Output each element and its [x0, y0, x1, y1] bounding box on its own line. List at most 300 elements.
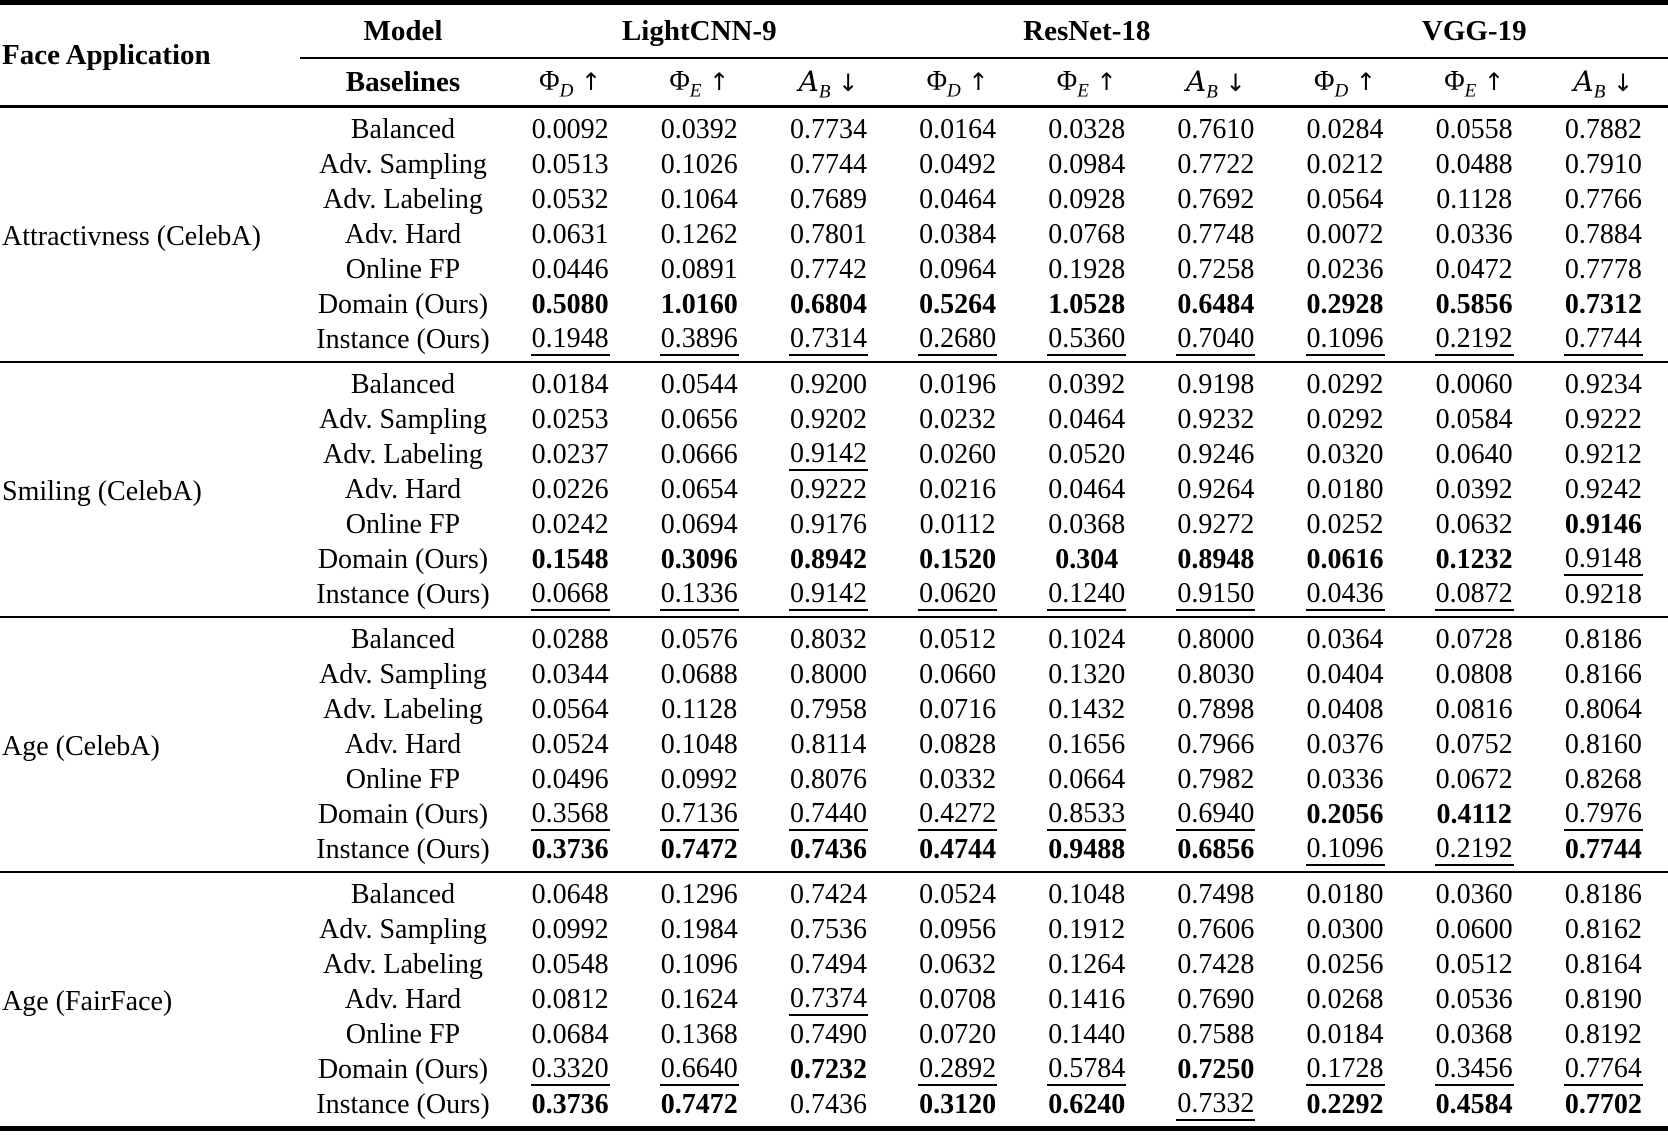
metric-value: 0.0384	[919, 218, 997, 250]
metric-value: 0.0260	[919, 438, 997, 470]
metric-value: 0.0768	[1048, 218, 1126, 250]
metric-value-cell	[764, 402, 893, 437]
metric-value-cell	[1410, 217, 1539, 252]
phi-symbol: Φ	[1444, 66, 1465, 97]
metric-value-cell	[635, 692, 764, 727]
metric-value-cell	[635, 1087, 764, 1129]
phi-symbol: Φ	[926, 66, 948, 97]
metric-value: 0.7690	[1177, 983, 1255, 1015]
down-arrow-icon: ↓	[830, 69, 859, 97]
metric-value: 0.7898	[1177, 693, 1255, 725]
metric-value-cell	[893, 982, 1022, 1017]
metric-value-cell	[1280, 832, 1409, 872]
metric-value: 0.7498	[1177, 878, 1255, 910]
metric-value: 0.7494	[789, 948, 867, 980]
phi-symbol: Φ	[539, 66, 560, 97]
metric-value: 0.1048	[1048, 878, 1126, 910]
metric-value-cell	[764, 1087, 893, 1129]
metric-value-cell	[1022, 657, 1151, 692]
metric-value: 0.0576	[660, 623, 738, 655]
metric-value-cell	[764, 947, 893, 982]
metric-value-cell	[1151, 727, 1280, 762]
baseline-cell: Adv. Labeling	[323, 948, 483, 980]
metric-value-cell	[1022, 362, 1151, 402]
metric-value: 0.0436	[1306, 579, 1385, 611]
metric-value: 0.0237	[531, 438, 609, 470]
metric-value: 0.0392	[1435, 473, 1513, 505]
metric-value-cell	[1022, 287, 1151, 322]
metric-value: 0.2056	[1306, 798, 1384, 830]
metric-value: 0.9146	[1564, 508, 1642, 540]
metric-value-cell	[506, 657, 635, 692]
metric-value-cell	[506, 832, 635, 872]
metric-value: 0.7748	[1177, 218, 1255, 250]
metric-value-cell	[764, 872, 893, 912]
metric-header-phi-e	[1410, 58, 1539, 107]
metric-subscript: B	[1206, 81, 1218, 103]
metric-value-cell	[1539, 832, 1668, 872]
metric-value-cell	[1280, 437, 1409, 472]
metric-value-cell	[1022, 437, 1151, 472]
baselines-header: Baselines	[300, 58, 505, 107]
metric-value: 0.0253	[531, 403, 609, 435]
metric-value: 0.1096	[1306, 834, 1385, 866]
metric-value-cell	[635, 832, 764, 872]
metric-value: 0.6240	[1048, 1088, 1126, 1120]
metric-value: 0.7734	[789, 113, 867, 145]
metric-value-cell	[764, 692, 893, 727]
metric-value: 0.0492	[919, 148, 997, 180]
metric-value: 0.0184	[531, 368, 609, 400]
section-age-fairface	[0, 872, 1668, 1129]
metric-value-cell	[764, 362, 893, 402]
metric-value: 0.1984	[660, 913, 738, 945]
metric-value-cell	[1410, 542, 1539, 577]
metric-value: 0.2892	[918, 1054, 997, 1086]
metric-value: 0.7374	[789, 984, 868, 1016]
metric-value: 0.1232	[1435, 543, 1513, 575]
metric-value: 0.9272	[1177, 508, 1255, 540]
baseline-cell: Online FP	[345, 763, 461, 795]
metric-value: 0.0496	[531, 763, 609, 795]
metric-value: 0.0072	[1306, 218, 1384, 250]
metric-value: 0.1320	[1048, 658, 1126, 690]
metric-value: 0.9212	[1564, 438, 1642, 470]
metric-value: 0.0616	[1306, 543, 1384, 575]
metric-value-cell	[1022, 472, 1151, 507]
metric-value: 0.9202	[789, 403, 867, 435]
metric-value-cell	[1410, 472, 1539, 507]
metric-value: 0.0648	[531, 878, 609, 910]
metric-subscript: D	[1334, 80, 1349, 102]
metric-value-cell	[635, 727, 764, 762]
metric-value: 0.7744	[789, 148, 867, 180]
metric-value: 0.1026	[660, 148, 738, 180]
metric-subscript: E	[1464, 80, 1477, 102]
metric-value: 0.7884	[1564, 218, 1642, 250]
metric-value-cell	[764, 1017, 893, 1052]
metric-value: 0.9142	[789, 439, 868, 471]
metric-value-cell	[1410, 1017, 1539, 1052]
metric-value: 0.9488	[1048, 833, 1126, 865]
phi-symbol: Φ	[1056, 66, 1078, 97]
metric-value: 0.7588	[1177, 1018, 1255, 1050]
metric-value: 0.0252	[1306, 508, 1384, 540]
metric-value-cell	[506, 797, 635, 832]
metric-value: 0.7312	[1564, 288, 1642, 320]
metric-value: 0.7436	[789, 833, 867, 865]
metric-value: 0.3568	[531, 799, 610, 831]
metric-value: 0.1624	[660, 983, 738, 1015]
metric-value: 0.0336	[1435, 218, 1513, 250]
metric-value: 0.7332	[1176, 1089, 1255, 1121]
metric-value: 0.9222	[789, 473, 867, 505]
metric-value-cell	[506, 107, 635, 148]
metric-value-cell	[635, 577, 764, 617]
metric-value-cell	[1151, 657, 1280, 692]
metric-value: 0.0688	[660, 658, 738, 690]
down-arrow-icon: ↓	[1605, 69, 1634, 97]
metric-value-cell	[1539, 577, 1668, 617]
metric-value: 0.0520	[1048, 438, 1126, 470]
metric-value: 0.0584	[1435, 403, 1513, 435]
metric-value: 0.0236	[1306, 253, 1384, 285]
metric-value: 0.7472	[660, 1088, 738, 1120]
metric-value: 0.7742	[789, 253, 867, 285]
metric-value-cell	[764, 577, 893, 617]
metric-value: 0.4744	[919, 833, 997, 865]
metric-value-cell	[506, 982, 635, 1017]
model-group-vgg19: VGG-19	[1280, 3, 1668, 59]
metric-value-cell	[635, 217, 764, 252]
metric-value: 0.2928	[1306, 288, 1384, 320]
metric-value: 0.0666	[660, 438, 738, 470]
baseline-cell: Adv. Sampling	[319, 148, 487, 180]
metric-value: 0.5360	[1047, 324, 1126, 356]
metric-value-cell	[1151, 762, 1280, 797]
metric-value-cell	[635, 437, 764, 472]
metric-value-cell	[893, 727, 1022, 762]
baseline-cell: Adv. Labeling	[323, 693, 483, 725]
metric-value: 0.9150	[1176, 579, 1255, 611]
metric-value-cell	[764, 762, 893, 797]
baseline-cell: Instance (Ours)	[316, 323, 490, 355]
metric-value: 0.0446	[531, 253, 609, 285]
metric-value-cell	[1539, 692, 1668, 727]
table-row	[0, 362, 1668, 402]
face-application-cell: Age (CelebA)	[0, 617, 300, 872]
metric-value-cell	[1539, 507, 1668, 542]
metric-value-cell	[1022, 692, 1151, 727]
metric-value-cell	[506, 912, 635, 947]
metric-value-cell	[1151, 147, 1280, 182]
metric-value-cell	[635, 147, 764, 182]
metric-value-cell	[893, 182, 1022, 217]
metric-value: 0.7424	[789, 878, 867, 910]
metric-value-cell	[635, 322, 764, 362]
metric-value-cell	[893, 692, 1022, 727]
baseline-cell: Online FP	[345, 253, 461, 285]
metric-value: 0.0752	[1435, 728, 1513, 760]
metric-value-cell	[764, 727, 893, 762]
metric-value: 0.1048	[660, 728, 738, 760]
table-row	[0, 872, 1668, 912]
metric-value: 0.0320	[1306, 438, 1384, 470]
metric-value: 0.8000	[789, 658, 867, 690]
metric-value: 0.4584	[1435, 1088, 1513, 1120]
metric-value-cell	[506, 147, 635, 182]
metric-value-cell	[764, 287, 893, 322]
metric-value-cell	[1280, 252, 1409, 287]
metric-value: 0.0332	[919, 763, 997, 795]
metric-value: 0.8114	[790, 728, 867, 760]
metric-value: 0.0092	[531, 113, 609, 145]
metric-value: 0.0620	[918, 579, 997, 611]
metric-value-cell	[1022, 797, 1151, 832]
metric-value-cell	[1280, 542, 1409, 577]
metric-value-cell	[1410, 107, 1539, 148]
metric-value: 0.0694	[660, 508, 738, 540]
metric-value: 0.0564	[531, 693, 609, 725]
metric-value-cell	[1280, 322, 1409, 362]
metric-value: 0.0284	[1306, 113, 1384, 145]
metric-value-cell	[1151, 872, 1280, 912]
metric-value-cell	[506, 577, 635, 617]
metric-value: 0.0408	[1306, 693, 1384, 725]
metric-value: 0.0524	[919, 878, 997, 910]
metric-value: 1.0160	[660, 288, 738, 320]
baseline-cell: Adv. Hard	[344, 983, 462, 1015]
metric-value: 0.0716	[919, 693, 997, 725]
metric-value: 0.2192	[1435, 324, 1514, 356]
metric-value: 0.9198	[1177, 368, 1255, 400]
metric-value-cell	[1151, 1017, 1280, 1052]
metric-value-cell	[893, 507, 1022, 542]
metric-value-cell	[1151, 692, 1280, 727]
metric-value: 0.1656	[1048, 728, 1126, 760]
metric-value: 0.8268	[1564, 763, 1642, 795]
metric-value-cell	[1410, 1087, 1539, 1129]
section-attractivness-celeba	[0, 107, 1668, 363]
metric-value-cell	[506, 947, 635, 982]
table-header	[0, 3, 1668, 107]
metric-value: 0.9222	[1564, 403, 1642, 435]
metric-value: 0.9142	[789, 579, 868, 611]
metric-value: 0.8948	[1177, 543, 1255, 575]
up-arrow-icon: ↑	[1348, 68, 1377, 96]
metric-value: 0.3320	[531, 1054, 610, 1086]
metric-value: 0.0292	[1306, 368, 1384, 400]
metric-value: 0.0513	[531, 148, 609, 180]
metric-value: 0.7436	[789, 1088, 867, 1120]
metric-value: 0.1128	[661, 693, 738, 725]
baseline-cell: Balanced	[300, 107, 505, 148]
metric-value: 0.1368	[660, 1018, 738, 1050]
baseline-cell: Instance (Ours)	[316, 1088, 490, 1120]
phi-symbol: Φ	[1314, 66, 1335, 97]
metric-value-cell	[506, 472, 635, 507]
metric-value-cell	[1539, 947, 1668, 982]
metric-value-cell	[1410, 362, 1539, 402]
metric-value-cell	[1280, 1087, 1409, 1129]
metric-value: 0.7490	[789, 1018, 867, 1050]
metric-value: 0.9200	[789, 368, 867, 400]
metric-value-cell	[1280, 107, 1409, 148]
metric-value-cell	[1539, 657, 1668, 692]
metric-value-cell	[506, 542, 635, 577]
metric-value-cell	[635, 1017, 764, 1052]
metric-value-cell	[506, 287, 635, 322]
metric-value: 0.8000	[1177, 623, 1255, 655]
metric-value-cell	[1539, 542, 1668, 577]
metric-value: 0.7472	[660, 833, 738, 865]
metric-value: 0.1128	[1436, 183, 1513, 215]
metric-value: 0.7606	[1177, 913, 1255, 945]
metric-value-cell	[764, 542, 893, 577]
metric-value-cell	[635, 287, 764, 322]
metric-header-a-b	[764, 58, 893, 107]
metric-value-cell	[635, 107, 764, 148]
metric-value-cell	[1151, 1087, 1280, 1129]
model-group-lightcnn9: LightCNN-9	[506, 3, 893, 59]
metric-value-cell	[1151, 982, 1280, 1017]
metric-value: 0.7764	[1564, 1054, 1643, 1086]
metric-value-cell	[1280, 1017, 1409, 1052]
metric-value-cell	[635, 762, 764, 797]
metric-value: 0.7778	[1564, 253, 1642, 285]
metric-value-cell	[764, 912, 893, 947]
metric-value: 0.0180	[1306, 473, 1384, 505]
metric-value: 0.6856	[1177, 833, 1255, 865]
metric-value-cell	[1539, 402, 1668, 437]
metric-value-cell	[1539, 1017, 1668, 1052]
metric-value-cell	[1022, 507, 1151, 542]
metric-value-cell	[764, 617, 893, 657]
baseline-cell: Adv. Sampling	[319, 913, 487, 945]
metric-value-cell	[1539, 727, 1668, 762]
metric-value-cell	[1022, 217, 1151, 252]
metric-value: 0.7440	[789, 799, 868, 831]
metric-value: 0.7258	[1177, 253, 1255, 285]
metric-value-cell	[1022, 147, 1151, 182]
metric-value: 0.9218	[1564, 578, 1642, 610]
metric-value: 0.3736	[531, 833, 609, 865]
metric-value: 0.1064	[660, 183, 738, 215]
metric-value-cell	[893, 832, 1022, 872]
metric-value-cell	[893, 617, 1022, 657]
metric-value: 0.1728	[1306, 1054, 1385, 1086]
metric-value-cell	[506, 762, 635, 797]
metric-value: 0.3736	[531, 1088, 609, 1120]
up-arrow-icon: ↑	[1088, 68, 1117, 96]
metric-value-cell	[1151, 947, 1280, 982]
metric-value: 0.6640	[660, 1054, 739, 1086]
metric-value-cell	[893, 287, 1022, 322]
metric-value-cell	[1539, 982, 1668, 1017]
metric-value: 0.0212	[1306, 148, 1384, 180]
metric-value: 0.0564	[1306, 183, 1384, 215]
model-group-resnet18: ResNet-18	[893, 3, 1280, 59]
metric-value: 0.0464	[1048, 473, 1126, 505]
baseline-cell: Adv. Labeling	[323, 183, 483, 215]
metric-value-cell	[1410, 912, 1539, 947]
metric-value: 0.1912	[1048, 913, 1126, 945]
metric-value-cell	[1022, 1017, 1151, 1052]
metric-value-cell	[635, 542, 764, 577]
metric-value: 0.0632	[919, 948, 997, 980]
metric-value: 0.0660	[919, 658, 997, 690]
metric-value-cell	[1539, 617, 1668, 657]
metric-value-cell	[1151, 217, 1280, 252]
metric-value: 0.7692	[1177, 183, 1255, 215]
metric-value: 0.0816	[1435, 693, 1513, 725]
metric-value: 0.4112	[1436, 798, 1512, 830]
metric-value: 0.0184	[1306, 1018, 1384, 1050]
metric-value: 0.1240	[1047, 579, 1126, 611]
metric-value-cell	[506, 507, 635, 542]
baseline-cell: Online FP	[345, 508, 461, 540]
metric-value: 0.7910	[1564, 148, 1642, 180]
metric-header-phi-e	[1022, 58, 1151, 107]
metric-value: 0.6484	[1177, 288, 1255, 320]
metric-value-cell	[1151, 912, 1280, 947]
metric-value: 0.0464	[919, 183, 997, 215]
section-age-celeba	[0, 617, 1668, 872]
metric-value-cell	[764, 217, 893, 252]
face-application-cell: Smiling (CelebA)	[0, 362, 300, 617]
metric-value: 0.0368	[1048, 508, 1126, 540]
metric-value: 0.0464	[1048, 403, 1126, 435]
metric-value-cell	[1022, 577, 1151, 617]
metric-value: 0.0631	[531, 218, 609, 250]
metric-value-cell	[764, 322, 893, 362]
metric-value: 0.7744	[1564, 324, 1643, 356]
metric-value: 0.7232	[789, 1053, 867, 1085]
metric-value-cell	[1022, 982, 1151, 1017]
table-row	[0, 617, 1668, 657]
metric-value-cell	[1539, 217, 1668, 252]
metric-value: 0.5264	[919, 288, 997, 320]
metric-value: 0.0392	[660, 113, 738, 145]
metric-value: 0.0292	[1306, 403, 1384, 435]
metric-value: 0.9264	[1177, 473, 1255, 505]
metric-value-cell	[1539, 322, 1668, 362]
metric-value-cell	[635, 252, 764, 287]
metric-value-cell	[635, 657, 764, 692]
metric-value-cell	[764, 507, 893, 542]
metric-value-cell	[506, 692, 635, 727]
metric-value-cell	[1280, 217, 1409, 252]
metric-value: 0.1096	[660, 948, 738, 980]
metric-value-cell	[1410, 872, 1539, 912]
metric-value: 0.7722	[1177, 148, 1255, 180]
metric-subscript: B	[1593, 81, 1606, 103]
baseline-cell: Adv. Hard	[344, 728, 462, 760]
metric-value-cell	[893, 542, 1022, 577]
metric-value: 0.0992	[531, 913, 609, 945]
metric-value: 0.0512	[919, 623, 997, 655]
metric-value: 0.0364	[1306, 623, 1384, 655]
metric-value: 0.5856	[1435, 288, 1513, 320]
metric-value-cell	[1022, 617, 1151, 657]
metric-value: 0.0808	[1435, 658, 1513, 690]
metric-value-cell	[1410, 692, 1539, 727]
metric-value: 0.8533	[1047, 799, 1126, 831]
script-a-symbol: A	[1573, 65, 1594, 98]
metric-value: 0.1096	[1306, 324, 1385, 356]
metric-value-cell	[1410, 947, 1539, 982]
metric-value-cell	[1539, 362, 1668, 402]
